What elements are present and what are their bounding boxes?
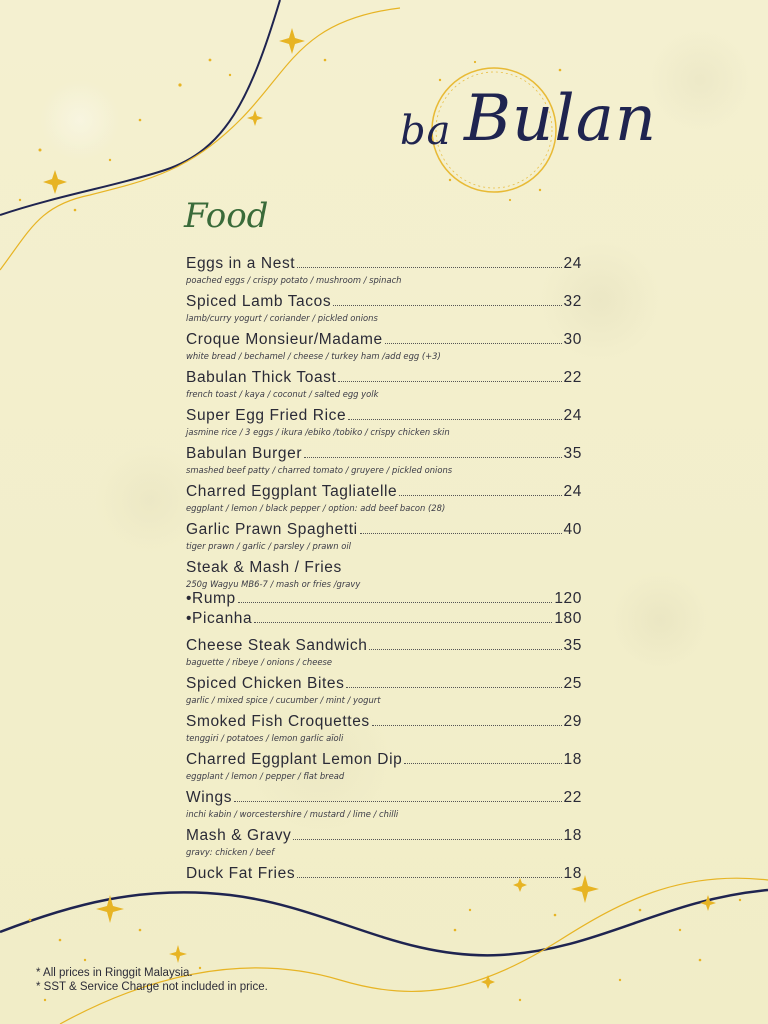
note-currency: * All prices in Ringgit Malaysia.: [36, 967, 193, 979]
menu-item: [186, 827, 582, 858]
item-name: Mash & Gravy: [186, 827, 292, 844]
brand-logo: [398, 82, 728, 182]
leader-dots: [404, 762, 561, 764]
leader-dots: [369, 648, 561, 650]
item-price: 40: [563, 521, 582, 538]
item-description: eggplant / lemon / black pepper / option: add beef bacon (28): [186, 503, 446, 513]
footer-notes: [36, 966, 268, 994]
item-option: [186, 610, 582, 630]
brand-name: Bulan: [464, 82, 658, 156]
menu-item: [186, 675, 582, 706]
item-price: 22: [563, 789, 582, 806]
menu-item: [186, 331, 582, 362]
item-description: jasmine rice / 3 eggs / ikura /ebiko /tobiko / crispy chicken skin: [186, 427, 450, 437]
menu-item: [186, 293, 582, 324]
menu-item: [186, 751, 582, 782]
item-description: tenggiri / potatoes / lemon garlic aïoli: [186, 733, 344, 743]
leader-dots: [372, 724, 562, 726]
menu-item: [186, 255, 582, 286]
leader-dots: [338, 380, 561, 382]
option-name: •Picanha: [186, 610, 253, 627]
leader-dots: [297, 266, 561, 268]
item-price: 35: [563, 445, 582, 462]
item-price: 24: [563, 483, 582, 500]
item-price: 18: [563, 865, 582, 882]
item-name: Babulan Thick Toast: [186, 369, 337, 386]
menu-item: [186, 521, 582, 552]
leader-dots: [346, 686, 561, 688]
item-price: 24: [563, 407, 582, 424]
menu-item: [186, 369, 582, 400]
menu-item: [186, 865, 582, 885]
item-description: lamb/curry yogurt / coriander / pickled onions: [186, 313, 378, 323]
item-description: french toast / kaya / coconut / salted egg yolk: [186, 389, 379, 399]
leader-dots: [254, 621, 552, 623]
leader-dots: [234, 800, 561, 802]
leader-dots: [304, 456, 561, 458]
item-name: Garlic Prawn Spaghetti: [186, 521, 358, 538]
leader-dots: [333, 304, 561, 306]
item-name: Duck Fat Fries: [186, 865, 296, 882]
menu-item: [186, 637, 582, 668]
menu-item: [186, 713, 582, 744]
item-description: white bread / bechamel / cheese / turkey ham /add egg (+3): [186, 351, 441, 361]
menu-item: [186, 559, 582, 630]
section-title: Food: [184, 196, 269, 236]
leader-dots: [238, 601, 553, 603]
leader-dots: [360, 532, 562, 534]
menu-item: [186, 789, 582, 820]
item-price: 30: [563, 331, 582, 348]
leader-dots: [399, 494, 561, 496]
item-name: Spiced Lamb Tacos: [186, 293, 332, 310]
menu-list: [186, 255, 582, 892]
item-name: Croque Monsieur/Madame: [186, 331, 383, 348]
item-name: Spiced Chicken Bites: [186, 675, 345, 692]
item-name: Charred Eggplant Tagliatelle: [186, 483, 398, 500]
item-name: Wings: [186, 789, 233, 806]
brand-prefix: ba: [400, 108, 452, 154]
option-name: •Rump: [186, 590, 236, 607]
item-description: smashed beef patty / charred tomato / gruyere / pickled onions: [186, 465, 453, 475]
leader-dots: [297, 876, 561, 878]
leader-dots: [385, 342, 562, 344]
item-description: eggplant / lemon / pepper / flat bread: [186, 771, 345, 781]
item-description: inchi kabin / worcestershire / mustard / lime / chilli: [186, 809, 399, 819]
option-price: 180: [554, 610, 582, 627]
item-name: Eggs in a Nest: [186, 255, 296, 272]
item-price: 29: [563, 713, 582, 730]
option-price: 120: [554, 590, 582, 607]
menu-item: [186, 407, 582, 438]
menu-item: [186, 445, 582, 476]
item-price: 24: [563, 255, 582, 272]
item-price: 35: [563, 637, 582, 654]
item-price: 32: [563, 293, 582, 310]
item-description: garlic / mixed spice / cucumber / mint / yogurt: [186, 695, 381, 705]
leader-dots: [348, 418, 561, 420]
item-price: 22: [563, 369, 582, 386]
item-name: Babulan Burger: [186, 445, 303, 462]
menu-item: [186, 483, 582, 514]
item-description: 250g Wagyu MB6-7 / mash or fries /gravy: [186, 579, 361, 589]
item-price: 25: [563, 675, 582, 692]
item-option: [186, 590, 582, 610]
item-price: 18: [563, 751, 582, 768]
item-price: 18: [563, 827, 582, 844]
item-name: Smoked Fish Croquettes: [186, 713, 370, 730]
note-tax: * SST & Service Charge not included in price.: [36, 981, 268, 993]
item-description: tiger prawn / garlic / parsley / prawn oil: [186, 541, 352, 551]
item-name: Steak & Mash / Fries: [186, 559, 342, 576]
item-description: gravy: chicken / beef: [186, 847, 275, 857]
leader-dots: [293, 838, 561, 840]
item-description: baguette / ribeye / onions / cheese: [186, 657, 333, 667]
item-name: Super Egg Fried Rice: [186, 407, 347, 424]
item-description: poached eggs / crispy potato / mushroom / spinach: [186, 275, 402, 285]
item-name: Cheese Steak Sandwich: [186, 637, 368, 654]
item-name: Charred Eggplant Lemon Dip: [186, 751, 403, 768]
